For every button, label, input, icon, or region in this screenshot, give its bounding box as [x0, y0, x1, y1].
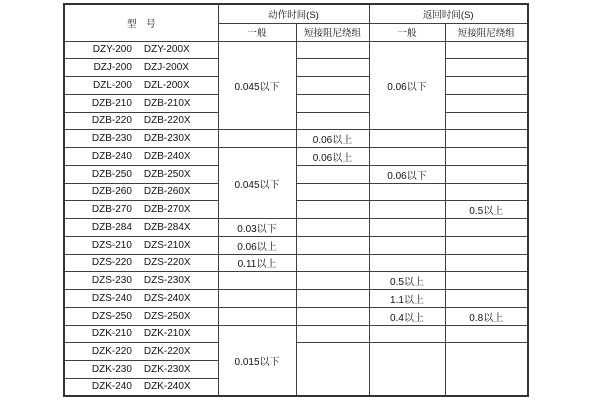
action-damped-cell: [296, 343, 369, 396]
table-row: [64, 219, 528, 237]
return-damped-cell: 0.8以上: [445, 307, 528, 325]
action-damped-cell: 0.06以上: [296, 130, 369, 148]
return-damped-cell: [445, 254, 528, 272]
return-general-cell: 0.06以下: [369, 41, 445, 130]
model-name-x: DZS-210X: [143, 239, 191, 251]
model-cell: [64, 112, 218, 130]
table-row: [64, 59, 528, 77]
model-name-x: DZB-210X: [143, 97, 191, 109]
action-damped-cell: [296, 41, 369, 59]
action-damped-cell: 0.06以上: [296, 148, 369, 166]
return-damped-cell: [445, 77, 528, 95]
table-row: [64, 41, 528, 59]
model-cell: [64, 236, 218, 254]
action-damped-cell: [296, 272, 369, 290]
table-row: [64, 236, 528, 254]
model-name-x: DZB-250X: [143, 168, 191, 180]
action-general-cell: 0.015以下: [218, 325, 296, 396]
action-general-cell: 0.045以下: [218, 41, 296, 130]
action-damped-cell: [296, 307, 369, 325]
model-name-x: DZK-240X: [143, 381, 191, 393]
model-name-x: DZB-260X: [143, 186, 191, 198]
return-general-cell: [369, 254, 445, 272]
model-name: DZS-240: [91, 292, 132, 304]
return-general-cell: [369, 219, 445, 237]
model-cell: [64, 201, 218, 219]
table-row: [64, 343, 528, 361]
return-damped-cell: [445, 219, 528, 237]
return-damped-cell: [445, 236, 528, 254]
header-return-general: 一般: [369, 23, 445, 41]
header-model: 型 号: [64, 4, 218, 41]
table-row: [64, 272, 528, 290]
model-name-x: DZK-230X: [143, 363, 191, 375]
return-damped-cell: [445, 183, 528, 201]
model-cell: [64, 290, 218, 308]
table-header: [64, 4, 528, 41]
return-damped-cell: [445, 94, 528, 112]
return-general-cell: [369, 201, 445, 219]
model-cell: [64, 272, 218, 290]
model-cell: [64, 59, 218, 77]
action-general-cell: 0.045以下: [218, 148, 296, 219]
return-damped-cell: [445, 41, 528, 59]
model-name-x: DZB-270X: [143, 204, 191, 216]
model-name: DZK-220: [91, 346, 132, 358]
action-damped-cell: [296, 112, 369, 130]
model-cell: [64, 219, 218, 237]
model-cell: [64, 130, 218, 148]
action-damped-cell: [296, 165, 369, 183]
model-cell: [64, 148, 218, 166]
model-cell: [64, 165, 218, 183]
return-general-cell: [369, 130, 445, 148]
model-name-x: DZB-230X: [143, 133, 191, 145]
model-name-x: DZJ-200X: [143, 62, 189, 74]
return-damped-cell: [445, 325, 528, 343]
model-name-x: DZS-240X: [143, 292, 191, 304]
model-name: DZY-200: [92, 44, 132, 56]
return-general-cell: [369, 343, 445, 396]
table-row: [64, 254, 528, 272]
return-general-cell: [369, 183, 445, 201]
model-cell: [64, 307, 218, 325]
relay-spec-table: [63, 3, 529, 397]
model-cell: [64, 378, 218, 396]
model-cell: [64, 254, 218, 272]
action-damped-cell: [296, 201, 369, 219]
return-general-cell: [369, 148, 445, 166]
return-general-cell: 0.4以上: [369, 307, 445, 325]
model-name: DZS-210: [91, 239, 132, 251]
table-body: [64, 41, 528, 396]
model-name-x: DZS-220X: [143, 257, 191, 269]
header-action-damped: 短接阻尼绕组: [296, 23, 369, 41]
model-name: DZK-230: [91, 363, 132, 375]
model-name: DZB-260: [91, 186, 132, 198]
header-action-time: 动作时间(S): [218, 4, 369, 23]
action-damped-cell: [296, 236, 369, 254]
model-name: DZB-230: [91, 133, 132, 145]
model-cell: [64, 41, 218, 59]
model-cell: [64, 183, 218, 201]
return-general-cell: 0.06以下: [369, 165, 445, 183]
table-row: [64, 112, 528, 130]
table-row: [64, 130, 528, 148]
model-name: DZL-200: [93, 79, 132, 91]
table-row: [64, 165, 528, 183]
action-general-cell: 0.11以上: [218, 254, 296, 272]
model-name-x: DZB-240X: [143, 150, 191, 162]
action-damped-cell: [296, 94, 369, 112]
model-name: DZB-220: [91, 115, 132, 127]
action-damped-cell: [296, 219, 369, 237]
model-name-x: DZK-220X: [143, 346, 191, 358]
table-row: [64, 148, 528, 166]
model-name-x: DZK-210X: [143, 328, 191, 340]
return-general-cell: [369, 236, 445, 254]
return-general-cell: [369, 325, 445, 343]
table-row: [64, 290, 528, 308]
action-general-cell: 0.06以上: [218, 236, 296, 254]
return-damped-cell: [445, 130, 528, 148]
model-name: DZS-230: [91, 275, 132, 287]
model-name-x: DZS-230X: [143, 275, 191, 287]
return-damped-cell: 0.5以上: [445, 201, 528, 219]
model-name-x: DZB-284X: [143, 221, 191, 233]
return-damped-cell: [445, 165, 528, 183]
header-action-general: 一般: [218, 23, 296, 41]
action-general-cell: [218, 130, 296, 148]
model-cell: [64, 361, 218, 379]
model-name-x: DZY-200X: [143, 44, 190, 56]
return-damped-cell: [445, 290, 528, 308]
model-cell: [64, 343, 218, 361]
action-general-cell: [218, 272, 296, 290]
action-general-cell: 0.03以下: [218, 219, 296, 237]
model-name: DZK-240: [91, 381, 132, 393]
model-name: DZK-210: [91, 328, 132, 340]
model-name: DZS-250: [91, 310, 132, 322]
model-name-x: DZL-200X: [143, 79, 190, 91]
return-damped-cell: [445, 272, 528, 290]
model-name-x: DZB-220X: [143, 115, 191, 127]
action-damped-cell: [296, 290, 369, 308]
return-general-cell: 0.5以上: [369, 272, 445, 290]
return-damped-cell: [445, 59, 528, 77]
action-general-cell: [218, 290, 296, 308]
model-name: DZB-210: [91, 97, 132, 109]
action-damped-cell: [296, 183, 369, 201]
model-name: DZS-220: [91, 257, 132, 269]
return-damped-cell: [445, 112, 528, 130]
model-name: DZB-270: [91, 204, 132, 216]
model-name: DZB-284: [91, 221, 132, 233]
table-row: [64, 201, 528, 219]
table-row: [64, 94, 528, 112]
action-damped-cell: [296, 254, 369, 272]
action-damped-cell: [296, 77, 369, 95]
action-damped-cell: [296, 59, 369, 77]
return-damped-cell: [445, 343, 528, 396]
action-general-cell: [218, 307, 296, 325]
return-general-cell: 1.1以上: [369, 290, 445, 308]
return-damped-cell: [445, 148, 528, 166]
model-cell: [64, 325, 218, 343]
table-row: [64, 325, 528, 343]
action-damped-cell: [296, 325, 369, 343]
model-name: DZJ-200: [93, 62, 132, 74]
table-row: [64, 77, 528, 95]
model-name: DZB-250: [91, 168, 132, 180]
table-row: [64, 307, 528, 325]
model-name: DZB-240: [91, 150, 132, 162]
model-cell: [64, 77, 218, 95]
model-name-x: DZS-250X: [143, 310, 191, 322]
table-row: [64, 183, 528, 201]
header-return-time: 返回时间(S): [369, 4, 528, 23]
model-cell: [64, 94, 218, 112]
header-return-damped: 短接阻尼绕组: [445, 23, 528, 41]
